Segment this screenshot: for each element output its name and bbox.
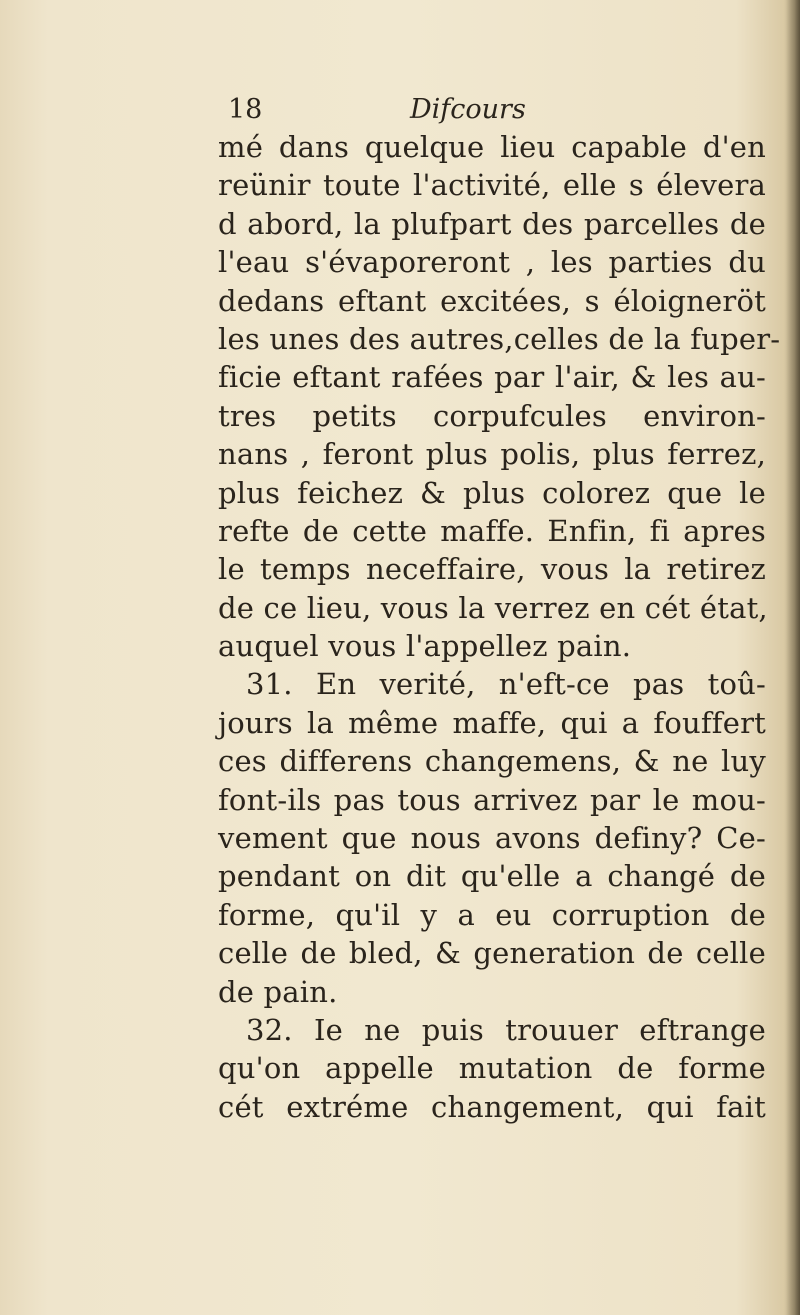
text-line: font-ils pas tous arrivez par le mou- bbox=[218, 782, 766, 817]
text-line: refte de cette maffe. Enfin, fi apres bbox=[218, 513, 766, 548]
running-head: Difcours bbox=[410, 94, 526, 125]
text-line: qu'on appelle mutation de forme bbox=[218, 1051, 766, 1086]
text-line: d abord, la plufpart des parcelles de bbox=[218, 206, 766, 241]
text-line: tres petits corpufcules environ- bbox=[218, 398, 766, 433]
text-line: nans , feront plus polis, plus ferrez, bbox=[218, 437, 766, 472]
text-line: plus feichez & plus colorez que le bbox=[218, 475, 766, 510]
text-line: le temps neceffaire, vous la retirez bbox=[218, 552, 766, 587]
text-line: ficie eftant rafées par l'air, & les au- bbox=[218, 360, 766, 395]
text-line: de ce lieu, vous la verrez en cét état, bbox=[218, 590, 768, 625]
page-edge-shadow bbox=[786, 0, 800, 1315]
text-line: mé dans quelque lieu capable d'en bbox=[218, 130, 766, 164]
text-line: celle de bled, & generation de celle bbox=[218, 936, 766, 971]
text-line: dedans eftant excitées, s éloigneröt bbox=[218, 283, 766, 318]
text-line: pendant on dit qu'elle a changé de bbox=[218, 859, 766, 894]
paragraph-end-line: de pain. bbox=[218, 974, 338, 1009]
text-line: cét extréme changement, qui fait bbox=[218, 1089, 766, 1124]
text-line: jours la même maffe, qui a fouffert bbox=[218, 705, 766, 740]
text-line: l'eau s'évaporeront , les parties du bbox=[218, 245, 766, 280]
page-number: 18 bbox=[228, 94, 263, 125]
text-line: ces differens changemens, & ne luy bbox=[218, 744, 766, 779]
page-header bbox=[228, 92, 768, 128]
paragraph-end-line: auquel vous l'appellez pain. bbox=[218, 629, 632, 664]
paragraph-start-line: 32. Ie ne puis trouuer eftrange bbox=[246, 1012, 766, 1047]
body-text bbox=[218, 128, 781, 1126]
text-line: vement que nous avons definy? Ce- bbox=[218, 821, 766, 856]
text-line: reünir toute l'activité, elle s élevera bbox=[218, 168, 766, 203]
paragraph-start-line: 31. En verité, n'eft-ce pas toû- bbox=[246, 667, 766, 702]
text-line: les unes des autres,celles de la fuper- bbox=[218, 321, 781, 356]
text-line: forme, qu'il y a eu corruption de bbox=[218, 897, 766, 932]
